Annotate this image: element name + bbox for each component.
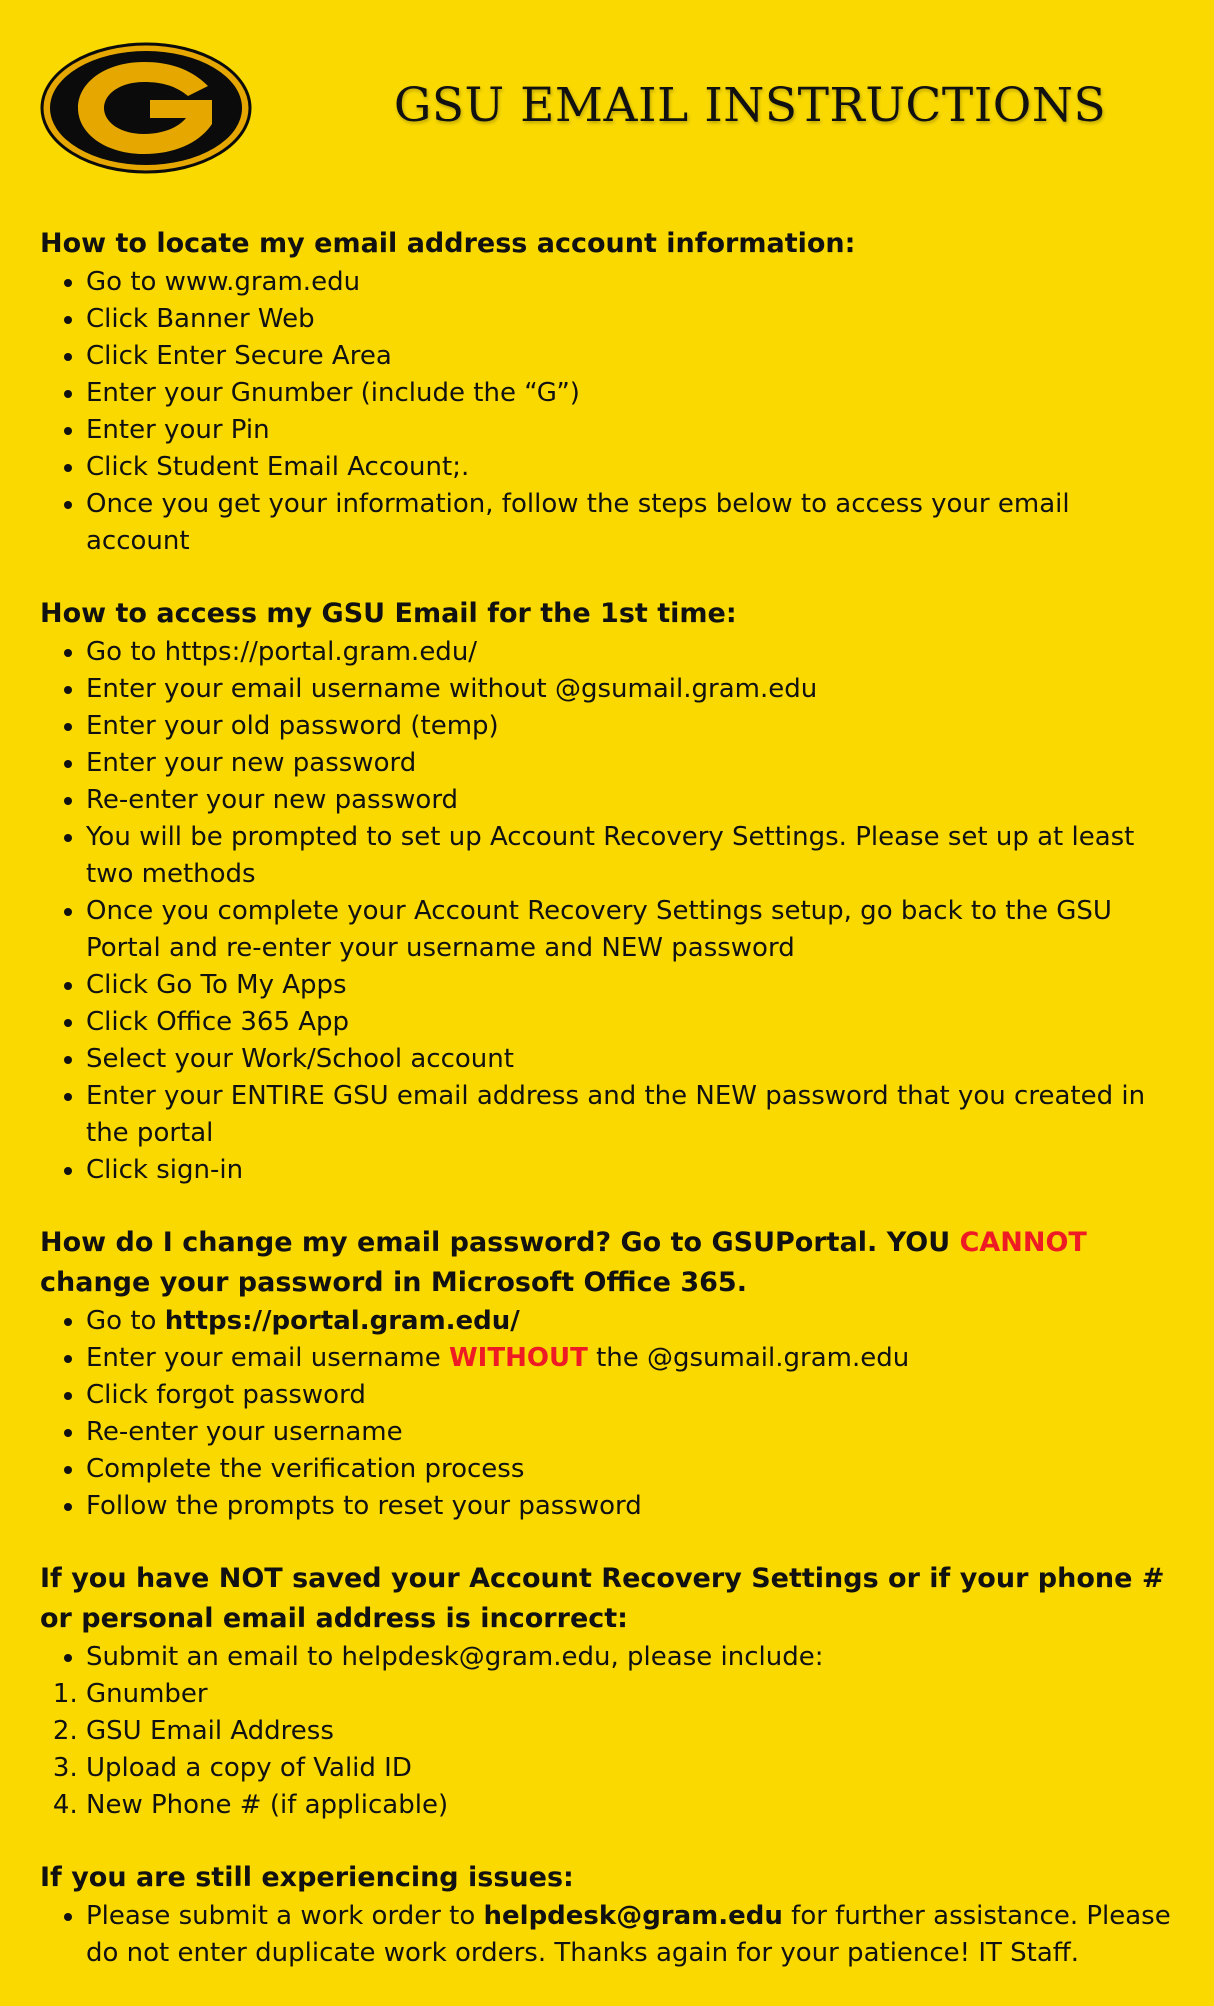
change-password-steps-list (40, 1303, 1180, 1525)
list-item: • Follow the prompts to reset your password (86, 1488, 1180, 1525)
still-issues-list (40, 1898, 1180, 1972)
list-item (86, 1340, 1180, 1377)
page-title: GSU EMAIL INSTRUCTIONS (393, 78, 1107, 133)
list-item: • Enter your new password (86, 745, 1180, 782)
item-text: Please submit a work order to (86, 1901, 484, 1931)
item-text: for further assistance. Please do not enter duplicate work orders. Thanks again for your patience! IT Staff. (86, 1901, 1171, 1968)
list-item (86, 1898, 1180, 1972)
not-saved-numbered-list (40, 1676, 1180, 1824)
numbered-item: 4. New Phone # (if applicable) (86, 1787, 1180, 1824)
cannot-warning: CANNOT (959, 1227, 1087, 1258)
list-item: • Submit an email to helpdesk@gram.edu, please include: (86, 1639, 1180, 1676)
list-item: • Go to www.gram.edu (86, 264, 1180, 301)
helpdesk-email-link[interactable]: helpdesk@gram.edu (483, 1901, 783, 1931)
list-item: • Click forgot password (86, 1377, 1180, 1414)
list-item: • Select your Work/School account (86, 1041, 1180, 1078)
portal-link[interactable]: https://portal.gram.edu/ (164, 1306, 520, 1336)
list-item: • Once you complete your Account Recovery Settings setup, go back to the GSU Portal and re-enter your username and NEW password (86, 893, 1180, 967)
list-item: • Click sign-in (86, 1152, 1180, 1189)
section-change-password (40, 1223, 1180, 1525)
gsu-logo (40, 42, 252, 178)
list-item: • You will be prompted to set up Account Recovery Settings. Please set up at least two methods (86, 819, 1180, 893)
section-still-issues (40, 1858, 1180, 1972)
list-item: • Enter your Pin (86, 412, 1180, 449)
list-item: • Re-enter your new password (86, 782, 1180, 819)
section-heading: How to access my GSU Email for the 1st time: (40, 598, 737, 629)
first-time-steps-list (40, 634, 1180, 1189)
not-saved-bullet-list (40, 1639, 1180, 1676)
item-text: Enter your email username (86, 1343, 449, 1373)
item-text: Go to (86, 1306, 165, 1336)
list-item: • Click Office 365 App (86, 1004, 1180, 1041)
list-item: • Click Banner Web (86, 301, 1180, 338)
section-first-time-access (40, 594, 1180, 1189)
list-item: • Once you get your information, follow the steps below to access your email account (86, 486, 1180, 560)
header (0, 0, 1214, 190)
list-item: • Enter your Gnumber (include the “G”) (86, 375, 1180, 412)
list-item: • Enter your email username without @gsumail.gram.edu (86, 671, 1180, 708)
numbered-item: 3. Upload a copy of Valid ID (86, 1750, 1180, 1787)
list-item: • Enter your ENTIRE GSU email address and the NEW password that you created in the portal (86, 1078, 1180, 1152)
section-locate-account (40, 224, 1180, 560)
instructions-content (40, 224, 1180, 2006)
section-heading (40, 1223, 1180, 1303)
section-heading: If you are still experiencing issues: (40, 1862, 574, 1893)
list-item: • Complete the verification process (86, 1451, 1180, 1488)
section-heading: If you have NOT saved your Account Recovery Settings or if your phone # or personal email address is incorrect: (40, 1563, 1165, 1634)
list-item: • Enter your old password (temp) (86, 708, 1180, 745)
section-not-saved-recovery (40, 1559, 1180, 1824)
numbered-item: 1. Gnumber (86, 1676, 1180, 1713)
without-warning: WITHOUT (449, 1343, 588, 1373)
heading-text: How do I change my email password? Go to GSUPortal. YOU (40, 1227, 960, 1258)
section-heading: How to locate my email address account information: (40, 228, 856, 259)
heading-text: change your password in Microsoft Office 365. (40, 1267, 747, 1298)
item-text: the @gsumail.gram.edu (587, 1343, 910, 1373)
list-item: • Click Enter Secure Area (86, 338, 1180, 375)
list-item: • Re-enter your username (86, 1414, 1180, 1451)
list-item (86, 1303, 1180, 1340)
numbered-item: 2. GSU Email Address (86, 1713, 1180, 1750)
list-item: • Go to https://portal.gram.edu/ (86, 634, 1180, 671)
list-item: • Click Go To My Apps (86, 967, 1180, 1004)
locate-steps-list (40, 264, 1180, 560)
list-item: • Click Student Email Account;. (86, 449, 1180, 486)
